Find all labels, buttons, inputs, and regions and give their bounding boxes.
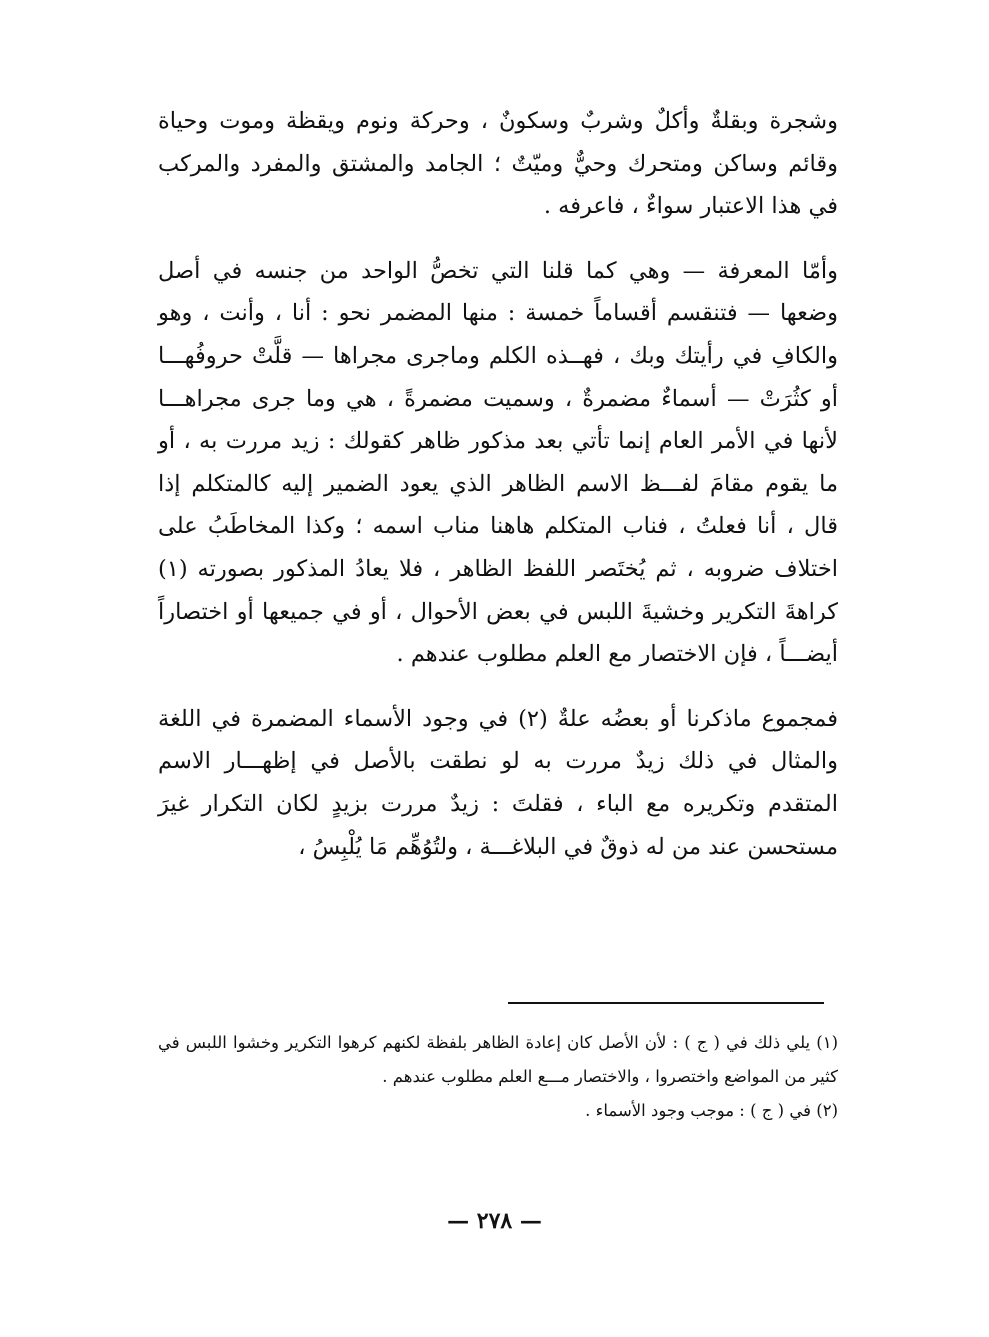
paragraph-1: وشجرة وبقلةٌ وأكلٌ وشربٌ وسكونٌ ، وحركة ونوم ويقظة وموت وحياة وقائم وساكن ومتحرك وحيٌّ وميّتٌ ؛ الجامد والمشتق والمفرد والمركب في هذا الاعتبار سواءٌ ، فاعرفه . bbox=[158, 108, 838, 220]
footnote-divider bbox=[508, 1002, 824, 1004]
main-text bbox=[158, 100, 838, 868]
page-number: — ٢٧٨ — bbox=[447, 1208, 542, 1234]
footnotes bbox=[158, 1026, 838, 1128]
footnote-2: (٢) في ( ج ) : موجب وجود الأسماء . bbox=[585, 1101, 838, 1120]
paragraph-2: وأمّا المعرفة — وهي كما قلنا التي تخصُّ الواحد من جنسه في أصل وضعها — فتنقسم أقساماً خمسة : منها المضمر نحو : أنا ، وأنت ، وهو والكافِ في رأيتك وبك ، فهــذه الكلم وماجرى مجراها — قلَّتْ حروفُهـــا أو كثُرَتْ — أسماءٌ مضمرةٌ ، وسميت مضمرةً ، هي وما جرى مجراهـــا لأنها في الأمر العام إنما تأتي بعد مذكور ظاهر كقولك : زيد مررت به ، أو ما يقوم مقامَ لفـــظ الاسم الظاهر الذي يعود الضمير إليه كالمتكلم إذا قال ، أنا فعلتُ ، فناب المتكلم هاهنا مناب اسمه ؛ وكذا المخاطَبُ على اختلاف ضروبه ، ثم يُختَصر اللفظ الظاهر ، فلا يعادُ المذكور بصورته (١) كراهةَ التكرير وخشيةَ اللبس في بعض الأحوال ، أو في جميعها أو اختصاراً أيضـــاً ، فإن الاختصار مع العلم مطلوب عندهم . bbox=[158, 257, 838, 668]
footnote-1: (١) يلي ذلك في ( ج ) : لأن الأصل كان إعادة الظاهر بلفظة لكنهم كرهوا التكرير وخشوا اللبس في كثير من المواضع واختصروا ، والاختصار مـــع العلم مطلوب عندهم . bbox=[158, 1033, 838, 1086]
paragraph-3: فمجموع ماذكرنا أو بعضُه علةٌ (٢) في وجود الأسماء المضمرة في اللغة والمثال في ذلك زيدٌ مررت به لو نطقت بالأصل في إظهـــار الاسم المتقدم وتكريره مع الباء ، فقلتَ : زيدٌ مررت بزيدٍ لكان التكرار غيرَ مستحسن عند من له ذوقٌ في البلاغـــة ، ولتُوُهِّم مَا يُلْبِسُ ، bbox=[158, 705, 838, 860]
